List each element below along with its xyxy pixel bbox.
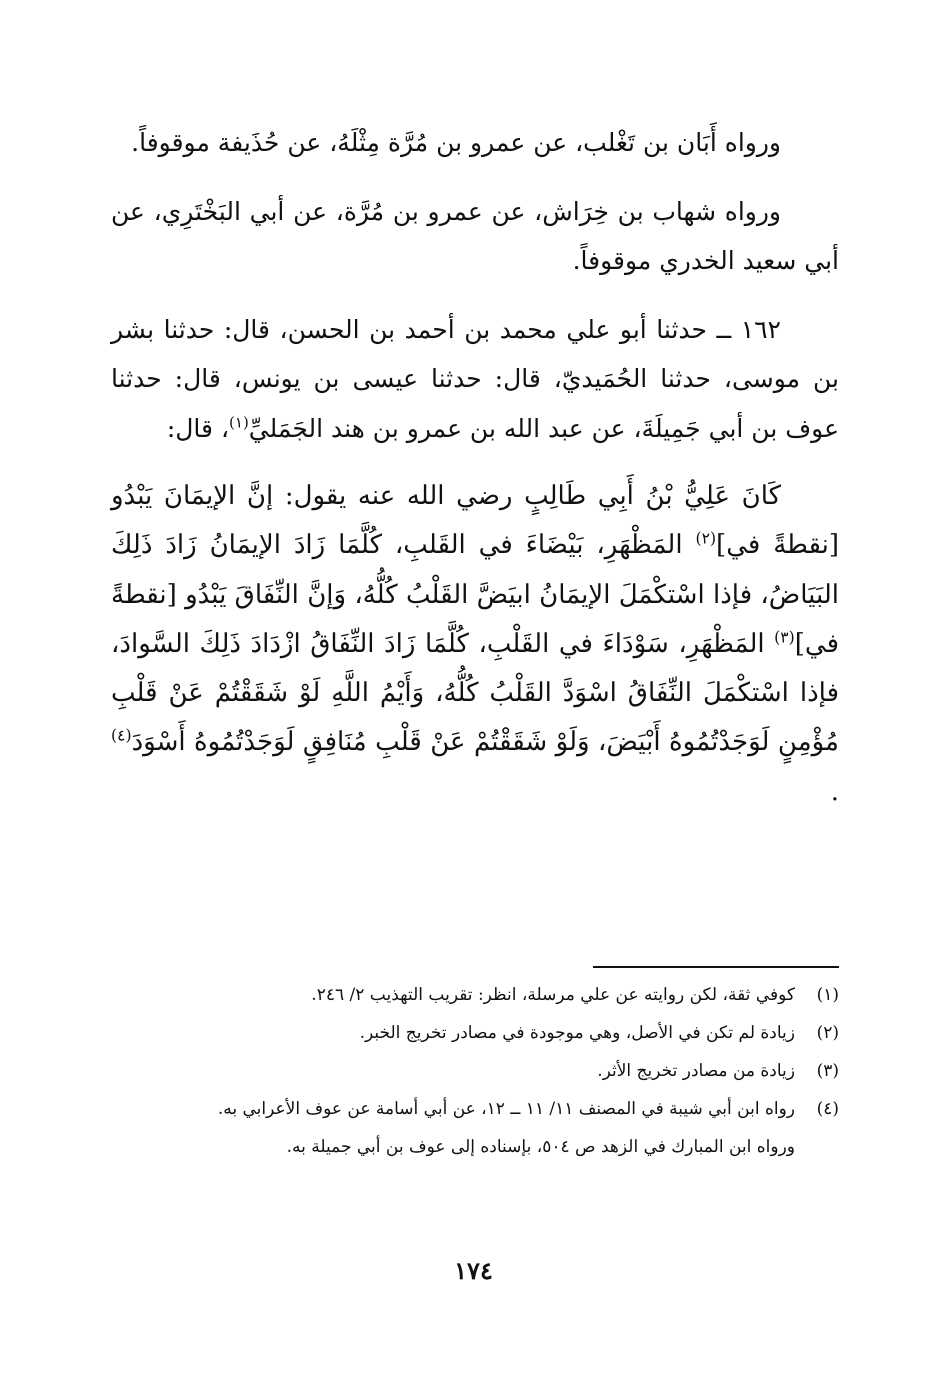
footnote: [111, 1016, 839, 1050]
quote-end: .: [830, 776, 839, 807]
footnote-divider: [593, 966, 839, 968]
footnotes: [111, 978, 839, 1164]
paragraph-1: ورواه أَبَان بن تَغْلب، عن عمرو بن مُرَّة مِثْلَهُ، عن حُذَيفة موقوفاً.: [131, 128, 781, 157]
main-text: [111, 118, 839, 836]
quote-segment-1: كَانَ عَلِيُّ بْنُ أَبِي طَالِبٍ رضي الله عنه يقول: إنَّ الإيمَانَ يَبْدُو [نقطةً في]: [111, 481, 839, 561]
footnote-text: زيادة من مصادر تخريج الأثر.: [597, 1061, 795, 1081]
footnote-ref-3[interactable]: (٣): [774, 628, 795, 647]
footnote-continuation: ورواه ابن المبارك في الزهد ص ٥٠٤، بإسناده إلى عوف بن أبي جميلة به.: [286, 1137, 795, 1157]
footnote-ref-1[interactable]: (١): [229, 413, 249, 432]
footnote-ref-4[interactable]: (٤): [111, 726, 132, 745]
footnote-number: (٣): [816, 1061, 839, 1081]
quote-segment-2: المَظْهَرِ، بَيْضَاءَ في القَلبِ، كُلَّمَا زَادَ الإيمَانُ زَادَ ذَلِكَ البَيَاضُ، فإذا اسْتكْمَلَ الإيمَانُ ابيَضَّ القَلْبُ كُلُّهُ، وَإنَّ النِّفَاقَ يَبْدُو [نقطةً في]: [111, 530, 839, 659]
footnote-number: (٤): [816, 1099, 839, 1119]
footnote: [111, 1054, 839, 1088]
footnote-text: زيادة لم تكن في الأصل، وهي موجودة في مصادر تخريج الخبر.: [359, 1023, 795, 1043]
quote-segment-3: المَظْهَرِ، سَوْدَاءَ في القَلْبِ، كُلَّمَا زَادَ النِّفَاقُ ازْدَادَ ذَلِكَ السَّوادَ، فإذا اسْتكْمَلَ النِّفَاقُ اسْوَدَّ القَلْبُ كُلُّهُ، وَأَيْمُ اللَّهِ لَوْ شَقَقْتُمْ عَنْ قَلْبِ مُؤْمِنٍ لَوَجَدْتُمُوهُ أَبْيَضَ، وَلَوْ شَقَقْتُمْ عَنْ قَلْبِ مُنَافِقٍ لَوَجَدْتُمُوهُ أَسْوَدَ: [111, 628, 839, 758]
footnote: [111, 1092, 839, 1126]
paragraph-2: ورواه شهاب بن خِرَاش، عن عمرو بن مُرَّة، عن أبي البَخْتَرِي، عن أبي سعيد الخدري موقوفاً.: [111, 196, 839, 275]
quote-paragraph: [111, 472, 839, 817]
paragraph-3: [111, 305, 839, 454]
footnote-ref-2[interactable]: (٢): [695, 529, 717, 548]
footnote: [111, 978, 839, 1012]
footnote-number: (١): [816, 985, 839, 1005]
page-number: ١٧٤: [454, 1256, 493, 1285]
footnote-number: (٢): [816, 1023, 839, 1043]
footnote-text: رواه ابن أبي شيبة في المصنف ١١/ ١١ ــ ١٢، عن أبي أسامة عن عوف الأعرابي به.: [217, 1099, 795, 1119]
isnad-text: ١٦٢ ــ حدثنا أبو علي محمد بن أحمد بن الحسن، قال: حدثنا بشر بن موسى، حدثنا الحُمَيديّ، قال: حدثنا عيسى بن يونس، قال: حدثنا عوف بن أبي جَمِيلَةَ، عن عبد الله بن عمرو بن هند الجَمَليِّ: [111, 314, 839, 443]
footnote-text: كوفي ثقة، لكن روايته عن علي مرسلة، انظر: تقريب التهذيب ٢/ ٢٤٦.: [311, 985, 795, 1005]
isnad-end: ، قال:: [166, 413, 230, 443]
